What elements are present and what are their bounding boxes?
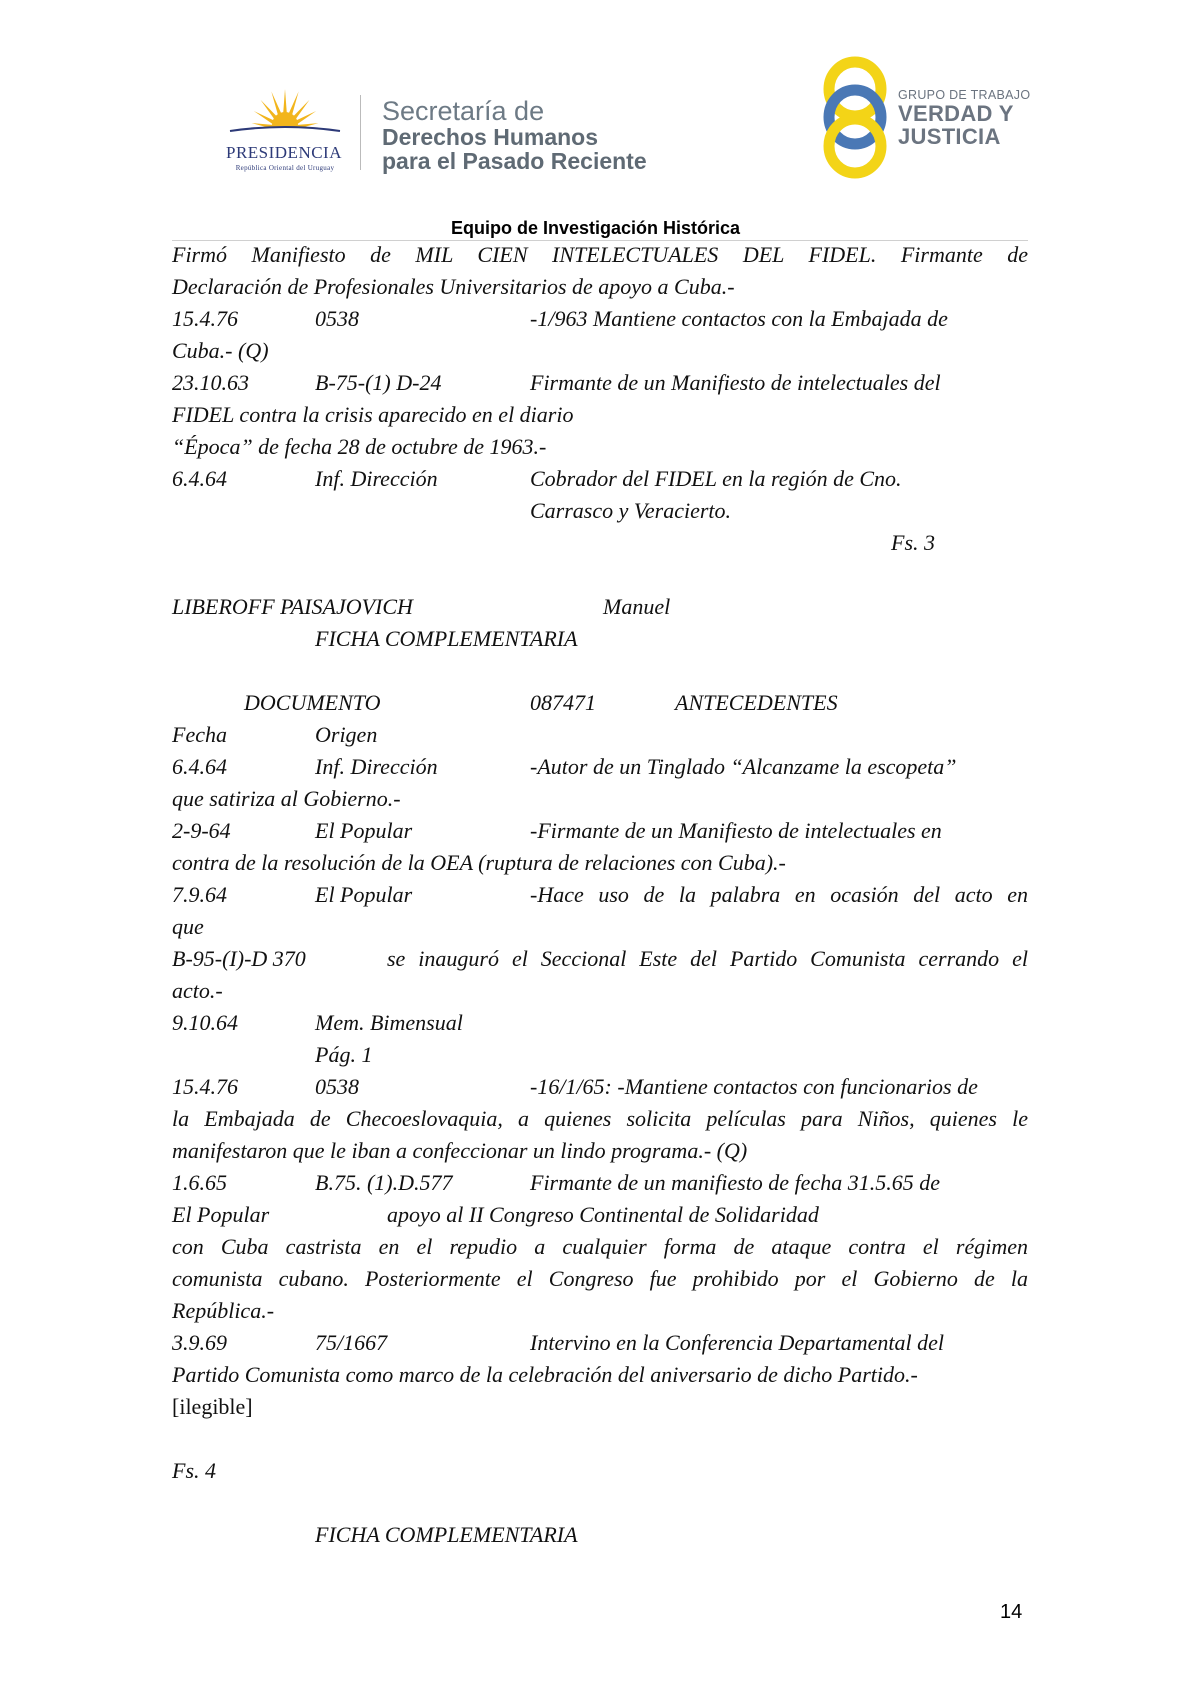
column-header-origen: Origen	[315, 722, 378, 747]
entry-origin: Inf. Dirección	[315, 754, 438, 779]
entry-text: Cobrador del FIDEL en la región de Cno.	[530, 466, 902, 491]
header-divider	[360, 95, 361, 170]
entry-date: 23.10.63	[172, 370, 249, 395]
entry-date: 3.9.69	[172, 1330, 227, 1355]
entry-date: 15.4.76	[172, 306, 238, 331]
entry-origin: B-75-(1) D-24	[315, 370, 442, 395]
entry-text: Firmante de un manifiesto de fecha 31.5.65 de	[530, 1170, 940, 1195]
gt-line-3: JUSTICIA	[898, 124, 1001, 149]
entry-text: -1/963 Mantiene contactos con la Embajada de	[530, 306, 948, 331]
entry-page: Pág. 1	[315, 1042, 373, 1067]
entry-text: -16/1/65: -Mantiene contactos con funcionarios de	[530, 1074, 978, 1099]
folio-marker: Fs. 4	[172, 1458, 216, 1483]
entry-origin: 0538	[315, 306, 359, 331]
text-line-6: FIDEL contra la crisis aparecido en el diario	[172, 402, 574, 427]
entry-text: -Hace uso de la palabra en ocasión del acto en	[530, 882, 1028, 907]
entry-origin: El Popular	[315, 818, 413, 843]
folio-marker: Fs. 3	[891, 530, 935, 555]
presidencia-subtitle: República Oriental del Uruguay	[235, 164, 335, 172]
text-line-1: Firmó Manifiesto de MIL CIEN INTELECTUALES DEL FIDEL. Firmante de	[172, 242, 1028, 267]
presidencia-label: PRESIDENCIA	[225, 143, 342, 162]
secretaria-line-3: para el Pasado Reciente	[382, 148, 647, 174]
text-line-4: Cuba.- (Q)	[172, 338, 269, 363]
team-title: Equipo de Investigación Histórica	[450, 218, 741, 238]
entry-continuation: apoyo al II Congreso Continental de Solidaridad	[387, 1202, 819, 1227]
gt-line-2: VERDAD Y	[898, 101, 1014, 126]
entry-text: Firmante de un Manifiesto de intelectuales del	[530, 370, 941, 395]
header-rule	[172, 240, 1028, 241]
section-heading: FICHA COMPLEMENTARIA	[315, 626, 578, 651]
entry-continuation: que	[172, 914, 204, 939]
antecedentes-label: ANTECEDENTES	[675, 690, 838, 715]
verdad-justicia-text	[898, 88, 1030, 148]
entry-date: 1.6.65	[172, 1170, 227, 1195]
text-line-2: Declaración de Profesionales Universitarios de apoyo a Cuba.-	[172, 274, 735, 299]
sun-icon	[210, 85, 360, 145]
gt-line-1: GRUPO DE TRABAJO	[898, 88, 1031, 102]
person-firstname: Manuel	[603, 594, 671, 619]
entry-origin: 0538	[315, 1074, 359, 1099]
entry-origin: Inf. Dirección	[315, 466, 438, 491]
document-label: DOCUMENTO	[244, 690, 381, 715]
entry-text: -Autor de un Tinglado “Alcanzame la escopeta”	[530, 754, 957, 779]
entry-continuation: se inauguró el Seccional Este del Partido Comunista cerrando el	[387, 946, 1028, 971]
page-number: 14	[1000, 1601, 1023, 1623]
entry-text: Intervino en la Conferencia Departamental del	[530, 1330, 945, 1355]
entry-continuation: comunista cubano. Posteriormente el Congreso fue prohibido por el Gobierno de la	[172, 1266, 1028, 1291]
entry-date: 9.10.64	[172, 1010, 238, 1035]
entry-source: El Popular	[172, 1202, 270, 1227]
entry-continuation: República.-	[172, 1298, 275, 1323]
entry-continuation: con Cuba castrista en el repudio a cualquier forma de ataque contra el régimen	[172, 1234, 1028, 1259]
entry-text: -Firmante de un Manifiesto de intelectuales en	[530, 818, 942, 843]
entry-origin: B.75. (1).D.577	[315, 1170, 453, 1195]
entry-continuation: acto.-	[172, 978, 223, 1003]
entry-origin: Mem. Bimensual	[315, 1010, 463, 1035]
entry-continuation: que satiriza al Gobierno.-	[172, 786, 401, 811]
entry-date: 6.4.64	[172, 754, 227, 779]
entry-date: 15.4.76	[172, 1074, 238, 1099]
text-line-9: Carrasco y Veracierto.	[530, 498, 732, 523]
entry-continuation: manifestaron que le iban a confeccionar un lindo programa.- (Q)	[172, 1138, 748, 1163]
presidencia-logo	[210, 85, 360, 175]
entry-reference: B-95-(I)-D 370	[172, 946, 306, 971]
text-line-7: “Época” de fecha 28 de octubre de 1963.-	[172, 434, 547, 459]
entry-date: 2-9-64	[172, 818, 231, 843]
entry-continuation: contra de la resolución de la OEA (ruptura de relaciones con Cuba).-	[172, 850, 786, 875]
illegible-note: [ilegible]	[172, 1394, 253, 1419]
entry-continuation: la Embajada de Checoeslovaquia, a quienes solicita películas para Niños, quienes le	[172, 1106, 1028, 1131]
secretaria-line-2: Derechos Humanos	[382, 124, 599, 150]
entry-origin: El Popular	[315, 882, 413, 907]
entry-date: 7.9.64	[172, 882, 227, 907]
entry-origin: 75/1667	[315, 1330, 388, 1355]
entry-continuation: Partido Comunista como marco de la celebración del aniversario de dicho Partido.-	[172, 1362, 918, 1387]
section-heading: FICHA COMPLEMENTARIA	[315, 1522, 578, 1547]
secretaria-logo-text	[382, 97, 647, 173]
document-number: 087471	[530, 690, 596, 715]
entry-date: 6.4.64	[172, 466, 227, 491]
secretaria-line-1: Secretaría de	[382, 96, 545, 126]
column-header-fecha: Fecha	[172, 722, 227, 747]
person-surname: LIBEROFF PAISAJOVICH	[172, 594, 413, 619]
